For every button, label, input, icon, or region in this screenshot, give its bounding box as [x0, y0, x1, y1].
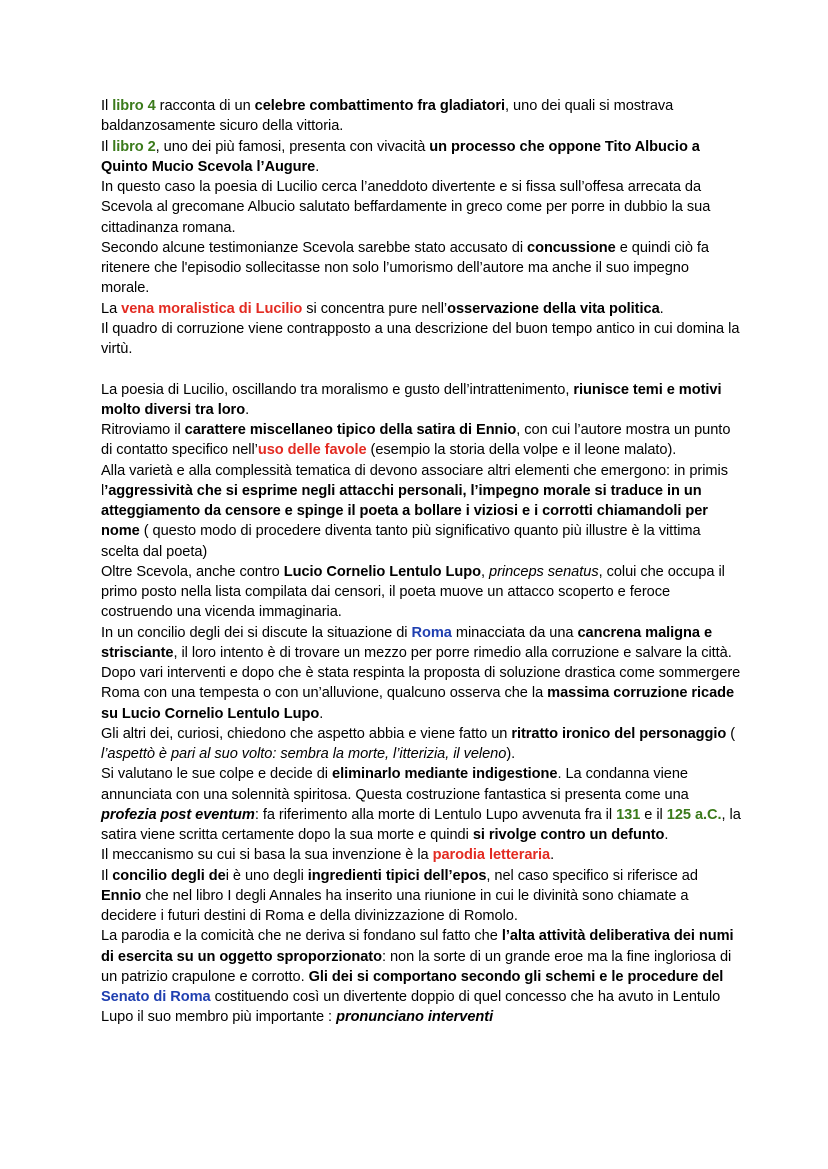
highlighted-text: un processo che oppone Tito Albucio a Quinto Mucio Scevola l’Augure: [101, 138, 700, 175]
paragraph: [101, 380, 741, 421]
text-run: e il: [640, 806, 667, 823]
text-run: ( questo modo di procedere diventa tanto più significativo quanto più illustre è la vittima scelta dal poeta): [101, 523, 701, 560]
highlighted-text: cancrena maligna e strisciante: [101, 624, 713, 661]
text-run: .: [245, 401, 250, 418]
paragraph-spacer: [101, 359, 741, 379]
highlighted-text: carattere miscellaneo tipico della satira di Ennio: [184, 422, 517, 438]
text-run: Ritroviamo il: [101, 422, 185, 438]
paragraph: [101, 177, 741, 238]
highlighted-text: Senato di Roma: [101, 989, 211, 1005]
text-run: , nel caso specifico si riferisce ad: [486, 867, 698, 884]
text-run: . La condanna viene annunciata con una solennità spiritosa. Questa costruzione fantastica si presenta come una: [101, 766, 689, 803]
text-run: .: [664, 827, 669, 843]
text-run: , uno dei quali si mostrava baldanzosamente sicuro della vittoria.: [101, 98, 674, 135]
paragraph: [101, 724, 741, 765]
text-run: .: [319, 705, 324, 722]
text-run: La: [101, 300, 122, 317]
text-run: , il loro intento è di trovare un mezzo per porre rimedio alla corruzione e salvare la città. Dopo vari interventi e dopo che è stata respinta la proposta di soluzione drastica come sommergere Roma con una tempesta o con un’alluvione, qualcuno osserva che la: [101, 644, 741, 702]
highlighted-text: ingredienti tipici dell’epos: [307, 867, 487, 884]
highlighted-text: Lucio Cornelio Lentulo Lupo: [283, 563, 482, 580]
highlighted-text: ritratto ironico del personaggio: [511, 725, 727, 742]
text-run: i è uno degli: [225, 867, 308, 884]
highlighted-text: massima corruzione ricade su Lucio Cornelio Lentulo Lupo: [101, 685, 735, 722]
highlighted-text: vena moralistica di Lucilio: [121, 300, 303, 317]
highlighted-text: concussione: [527, 239, 616, 256]
highlighted-text: libro 2: [112, 138, 156, 155]
highlighted-text: eliminarlo mediante indigestione: [332, 766, 558, 783]
text-run: In questo caso la poesia di Lucilio cerca l’aneddoto divertente e si fissa sull’offesa arrecata da Scevola al grecomane Albucio salutato beffardamente in greco come per porre in dubbio la sua cittadinanza romana.: [101, 179, 711, 236]
text-run: : fa riferimento alla morte di Lentulo Lupo avvenuta fra il: [254, 806, 617, 823]
text-run: costituendo così un divertente doppio di quel concesso che ha avuto in Lentulo Lupo il suo membro più importante :: [101, 989, 721, 1026]
paragraph: [101, 866, 741, 927]
highlighted-text: Roma: [411, 624, 452, 641]
highlighted-text: profezia post eventum: [101, 806, 255, 823]
text-run: ).: [506, 746, 516, 762]
text-run: Il: [101, 138, 113, 155]
highlighted-text: 125 a.C.: [666, 806, 722, 823]
text-run: Gli altri dei, curiosi, chiedono che aspetto abbia e viene fatto un: [101, 725, 512, 742]
highlighted-text: parodia letteraria: [432, 847, 551, 864]
text-run: La parodia e la comicità che ne deriva si fondano sul fatto che: [101, 928, 502, 945]
text-run: Oltre Scevola, anche contro: [101, 563, 284, 580]
highlighted-text: 131: [616, 806, 641, 823]
highlighted-text: princeps senatus: [489, 563, 599, 580]
paragraph: [101, 926, 741, 1027]
paragraph: [101, 461, 741, 562]
text-run: Il: [101, 867, 113, 884]
highlighted-text: si rivolge contro un defunto: [472, 827, 665, 843]
text-run: che nel libro I degli Annales ha inserito una riunione in cui le divinità sono chiamate a decidere i futuri destini di Roma e della divinizzazione di Romolo.: [101, 887, 689, 924]
text-run: : non la sorte di un grande eroe ma la fine ingloriosa di un patrizio crapulone e corrotto.: [101, 948, 732, 985]
text-run: si concentra pure nell’: [302, 300, 448, 317]
text-run: , la satira viene scritta certamente dopo la sua morte e quindi: [101, 806, 741, 843]
text-run: e quindi ciò fa ritenere che l'episodio sollecitasse non solo l’umorismo dell’autore ma anche il suo impegno morale.: [101, 239, 709, 297]
paragraph: [101, 764, 741, 845]
text-run: .: [315, 158, 320, 175]
paragraph: [101, 562, 741, 623]
text-run: .: [659, 300, 664, 317]
text-run: , uno dei più famosi, presenta con vivacità: [155, 138, 430, 155]
text-run: Alla varietà e alla complessità tematica di devono associare altri elementi che emergono: in primis l: [101, 462, 728, 499]
text-run: Si valutano le sue colpe e decide di: [101, 766, 332, 783]
highlighted-text: pronunciano interventi: [336, 1009, 494, 1026]
paragraph: [101, 299, 741, 319]
text-run: Secondo alcune testimonianze Scevola sarebbe stato accusato di: [101, 239, 528, 256]
highlighted-text: l’aspettò è pari al suo volto: sembra la morte, l’itterizia, il veleno: [101, 746, 507, 762]
highlighted-text: libro 4: [112, 98, 156, 114]
highlighted-text: osservazione della vita politica: [447, 300, 660, 317]
highlighted-text: ’aggressività che si esprime negli attacchi personali, l’impegno morale si traduce in un atteggiamento da censore e spinge il poeta a bollare i viziosi e i corrotti chiamandoli per nome: [101, 482, 708, 540]
text-run: minacciata da una: [451, 624, 578, 641]
text-run: (: [726, 725, 736, 742]
text-run: , colui che occupa il primo posto nella lista compilata dai censori, il poeta muove un attacco scoperto e feroce costruendo una vicenda immaginaria.: [101, 563, 725, 621]
text-run: In un concilio degli dei si discute la situazione di: [101, 624, 412, 641]
paragraph: [101, 96, 741, 137]
paragraph: [101, 845, 741, 865]
highlighted-text: uso delle favole: [257, 442, 367, 459]
text-run: Il meccanismo su cui si basa la sua invenzione è la: [101, 847, 433, 864]
paragraph: [101, 319, 741, 360]
paragraph: [101, 623, 741, 724]
text-run: , con cui l’autore mostra un punto di contatto specifico nell’: [101, 422, 731, 459]
text-run: Il quadro di corruzione viene contrapposto a una descrizione del buon tempo antico in cui domina la virtù.: [101, 320, 740, 357]
paragraph: [101, 420, 741, 461]
document-body: [101, 96, 741, 1028]
text-run: racconta di un: [155, 98, 255, 114]
text-run: .: [550, 847, 555, 864]
highlighted-text: l’alta attività deliberativa dei numi di esercita su un oggetto sproporzionato: [101, 928, 734, 965]
paragraph: [101, 137, 741, 178]
highlighted-text: celebre combattimento fra gladiatori: [254, 98, 506, 114]
text-run: La poesia di Lucilio, oscillando tra moralismo e gusto dell’intrattenimento,: [101, 381, 574, 398]
paragraph: [101, 238, 741, 299]
highlighted-text: Ennio: [101, 887, 142, 904]
highlighted-text: Gli dei si comportano secondo gli schemi e le procedure del: [308, 968, 724, 985]
highlighted-text: concilio degli de: [112, 867, 226, 884]
text-run: ,: [481, 563, 490, 580]
text-run: (esempio la storia della volpe e il leone malato).: [366, 442, 677, 459]
text-run: Il: [101, 98, 113, 114]
highlighted-text: riunisce temi e motivi molto diversi tra loro: [101, 381, 722, 418]
